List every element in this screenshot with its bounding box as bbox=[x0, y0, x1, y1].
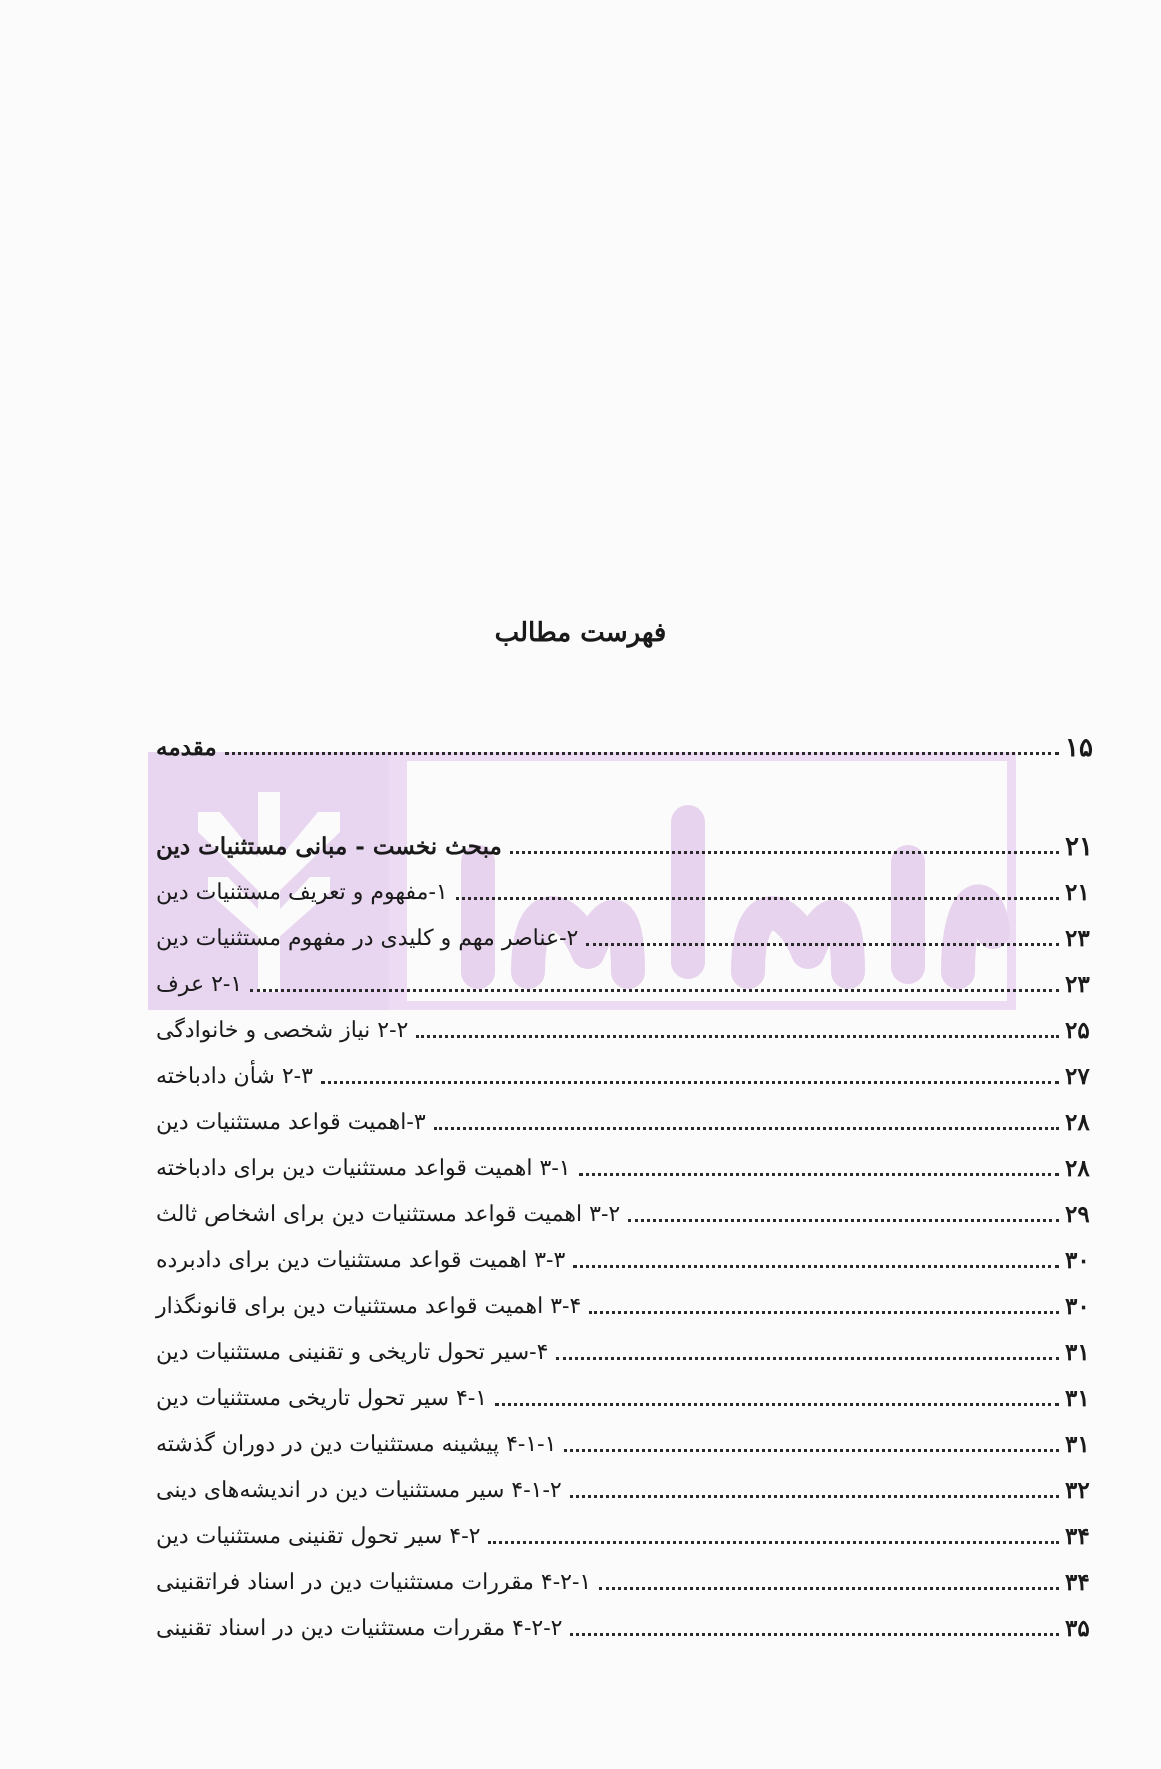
toc-entry-page: ۳۱ bbox=[1065, 1385, 1090, 1412]
toc-entry bbox=[156, 914, 1101, 954]
toc-entry-page: ۳۴ bbox=[1065, 1523, 1090, 1550]
toc-entry-label: ۳-۳ اهمیت قواعد مستثنیات دین برای دادبرده bbox=[156, 1248, 566, 1273]
toc-entry-intro bbox=[156, 723, 1101, 763]
dot-leader bbox=[564, 1449, 1059, 1452]
dot-leader bbox=[225, 752, 1059, 755]
toc-entry-page: ۲۱ bbox=[1065, 832, 1093, 862]
toc-entry-label: ۱-مفهوم و تعریف مستثنیات دین bbox=[156, 880, 448, 905]
toc-entry bbox=[156, 1144, 1101, 1184]
dot-leader bbox=[510, 851, 1059, 854]
toc-entry-label: ۳-۱ اهمیت قواعد مستثنیات دین برای دادباخته bbox=[156, 1156, 571, 1181]
dot-leader bbox=[250, 989, 1059, 992]
toc-entry-label: ۴-۲ سیر تحول تقنینی مستثنیات دین bbox=[156, 1524, 481, 1549]
toc-entry bbox=[156, 1236, 1101, 1276]
dot-leader bbox=[321, 1081, 1059, 1084]
toc-entry bbox=[156, 1558, 1101, 1598]
toc-entry-page: ۱۵ bbox=[1065, 733, 1093, 763]
dot-leader bbox=[570, 1495, 1059, 1498]
toc-entry bbox=[156, 1006, 1101, 1046]
dot-leader bbox=[416, 1035, 1059, 1038]
dot-leader bbox=[570, 1633, 1059, 1636]
toc-entry-page: ۳۵ bbox=[1065, 1615, 1090, 1642]
toc-entry-page: ۲۸ bbox=[1065, 1155, 1090, 1182]
toc-entry-label: مقدمه bbox=[156, 734, 217, 761]
toc-entry bbox=[156, 1466, 1101, 1506]
toc-entry-chapter-1 bbox=[156, 822, 1101, 862]
toc-entry bbox=[156, 1374, 1101, 1414]
toc-entry bbox=[156, 1282, 1101, 1322]
toc-entry-page: ۳۱ bbox=[1065, 1431, 1090, 1458]
dot-leader bbox=[573, 1265, 1059, 1268]
toc-entry-label: مبحث نخست - مبانی مستثنیات دین bbox=[156, 833, 502, 860]
toc-entry-page: ۳۰ bbox=[1065, 1247, 1090, 1274]
toc-entry-label: ۳-۴ اهمیت قواعد مستثنیات دین برای قانونگذار bbox=[156, 1294, 582, 1319]
page-title: فهرست مطالب bbox=[494, 618, 667, 648]
toc-entry-label: ۳-۲ اهمیت قواعد مستثنیات دین برای اشخاص ثالث bbox=[156, 1202, 621, 1227]
toc-entry bbox=[156, 1190, 1101, 1230]
toc-entry bbox=[156, 1604, 1101, 1644]
toc-entry-page: ۳۴ bbox=[1065, 1569, 1090, 1596]
toc-entry bbox=[156, 1420, 1101, 1460]
dot-leader bbox=[599, 1587, 1059, 1590]
toc-entry-page: ۳۱ bbox=[1065, 1339, 1090, 1366]
toc-entry bbox=[156, 1328, 1101, 1368]
toc-entry-label: ۴-۱-۱ پیشینه مستثنیات دین در دوران گذشته bbox=[156, 1432, 557, 1457]
toc-entry-label: ۳-اهمیت قواعد مستثنیات دین bbox=[156, 1110, 426, 1135]
toc-entry-page: ۲۵ bbox=[1065, 1017, 1090, 1044]
toc-entry-label: ۴-۲-۱ مقررات مستثنیات دین در اسناد فراتقنینی bbox=[156, 1570, 592, 1595]
dot-leader bbox=[628, 1219, 1059, 1222]
dot-leader bbox=[586, 943, 1059, 946]
dot-leader bbox=[579, 1173, 1059, 1176]
dot-leader bbox=[556, 1357, 1059, 1360]
toc-entry bbox=[156, 1512, 1101, 1552]
toc-entry-page: ۳۰ bbox=[1065, 1293, 1090, 1320]
toc-entry bbox=[156, 1052, 1101, 1092]
toc-entry-page: ۲۳ bbox=[1065, 971, 1090, 998]
toc-entry-label: ۲-عناصر مهم و کلیدی در مفهوم مستثنیات دین bbox=[156, 926, 579, 951]
toc-entry-page: ۳۲ bbox=[1065, 1477, 1090, 1504]
dot-leader bbox=[495, 1403, 1059, 1406]
toc-entry bbox=[156, 1098, 1101, 1138]
toc-entry bbox=[156, 960, 1101, 1000]
toc-entry-label: ۴-۲-۲ مقررات مستثنیات دین در اسناد تقنینی bbox=[156, 1616, 563, 1641]
toc-entry-label: ۲-۳ شأن دادباخته bbox=[156, 1064, 313, 1089]
toc-entry-page: ۲۳ bbox=[1065, 925, 1090, 952]
toc-entry-page: ۲۷ bbox=[1065, 1063, 1090, 1090]
toc-entry-label: ۴-سیر تحول تاریخی و تقنینی مستثنیات دین bbox=[156, 1340, 549, 1365]
toc-entry-page: ۲۸ bbox=[1065, 1109, 1090, 1136]
toc-entry-label: ۴-۱ سیر تحول تاریخی مستثنیات دین bbox=[156, 1386, 488, 1411]
toc-entry-page: ۲۹ bbox=[1065, 1201, 1090, 1228]
toc-entry bbox=[156, 868, 1101, 908]
toc-entry-label: ۲-۱ عرف bbox=[156, 972, 243, 997]
dot-leader bbox=[434, 1127, 1059, 1130]
toc-entry-page: ۲۱ bbox=[1065, 879, 1090, 906]
toc-entry-label: ۲-۲ نیاز شخصی و خانوادگی bbox=[156, 1018, 409, 1043]
dot-leader bbox=[456, 897, 1059, 900]
dot-leader bbox=[488, 1541, 1059, 1544]
toc-entry-label: ۴-۱-۲ سیر مستثنیات دین در اندیشه‌های دینی bbox=[156, 1478, 562, 1503]
dot-leader bbox=[589, 1311, 1059, 1314]
